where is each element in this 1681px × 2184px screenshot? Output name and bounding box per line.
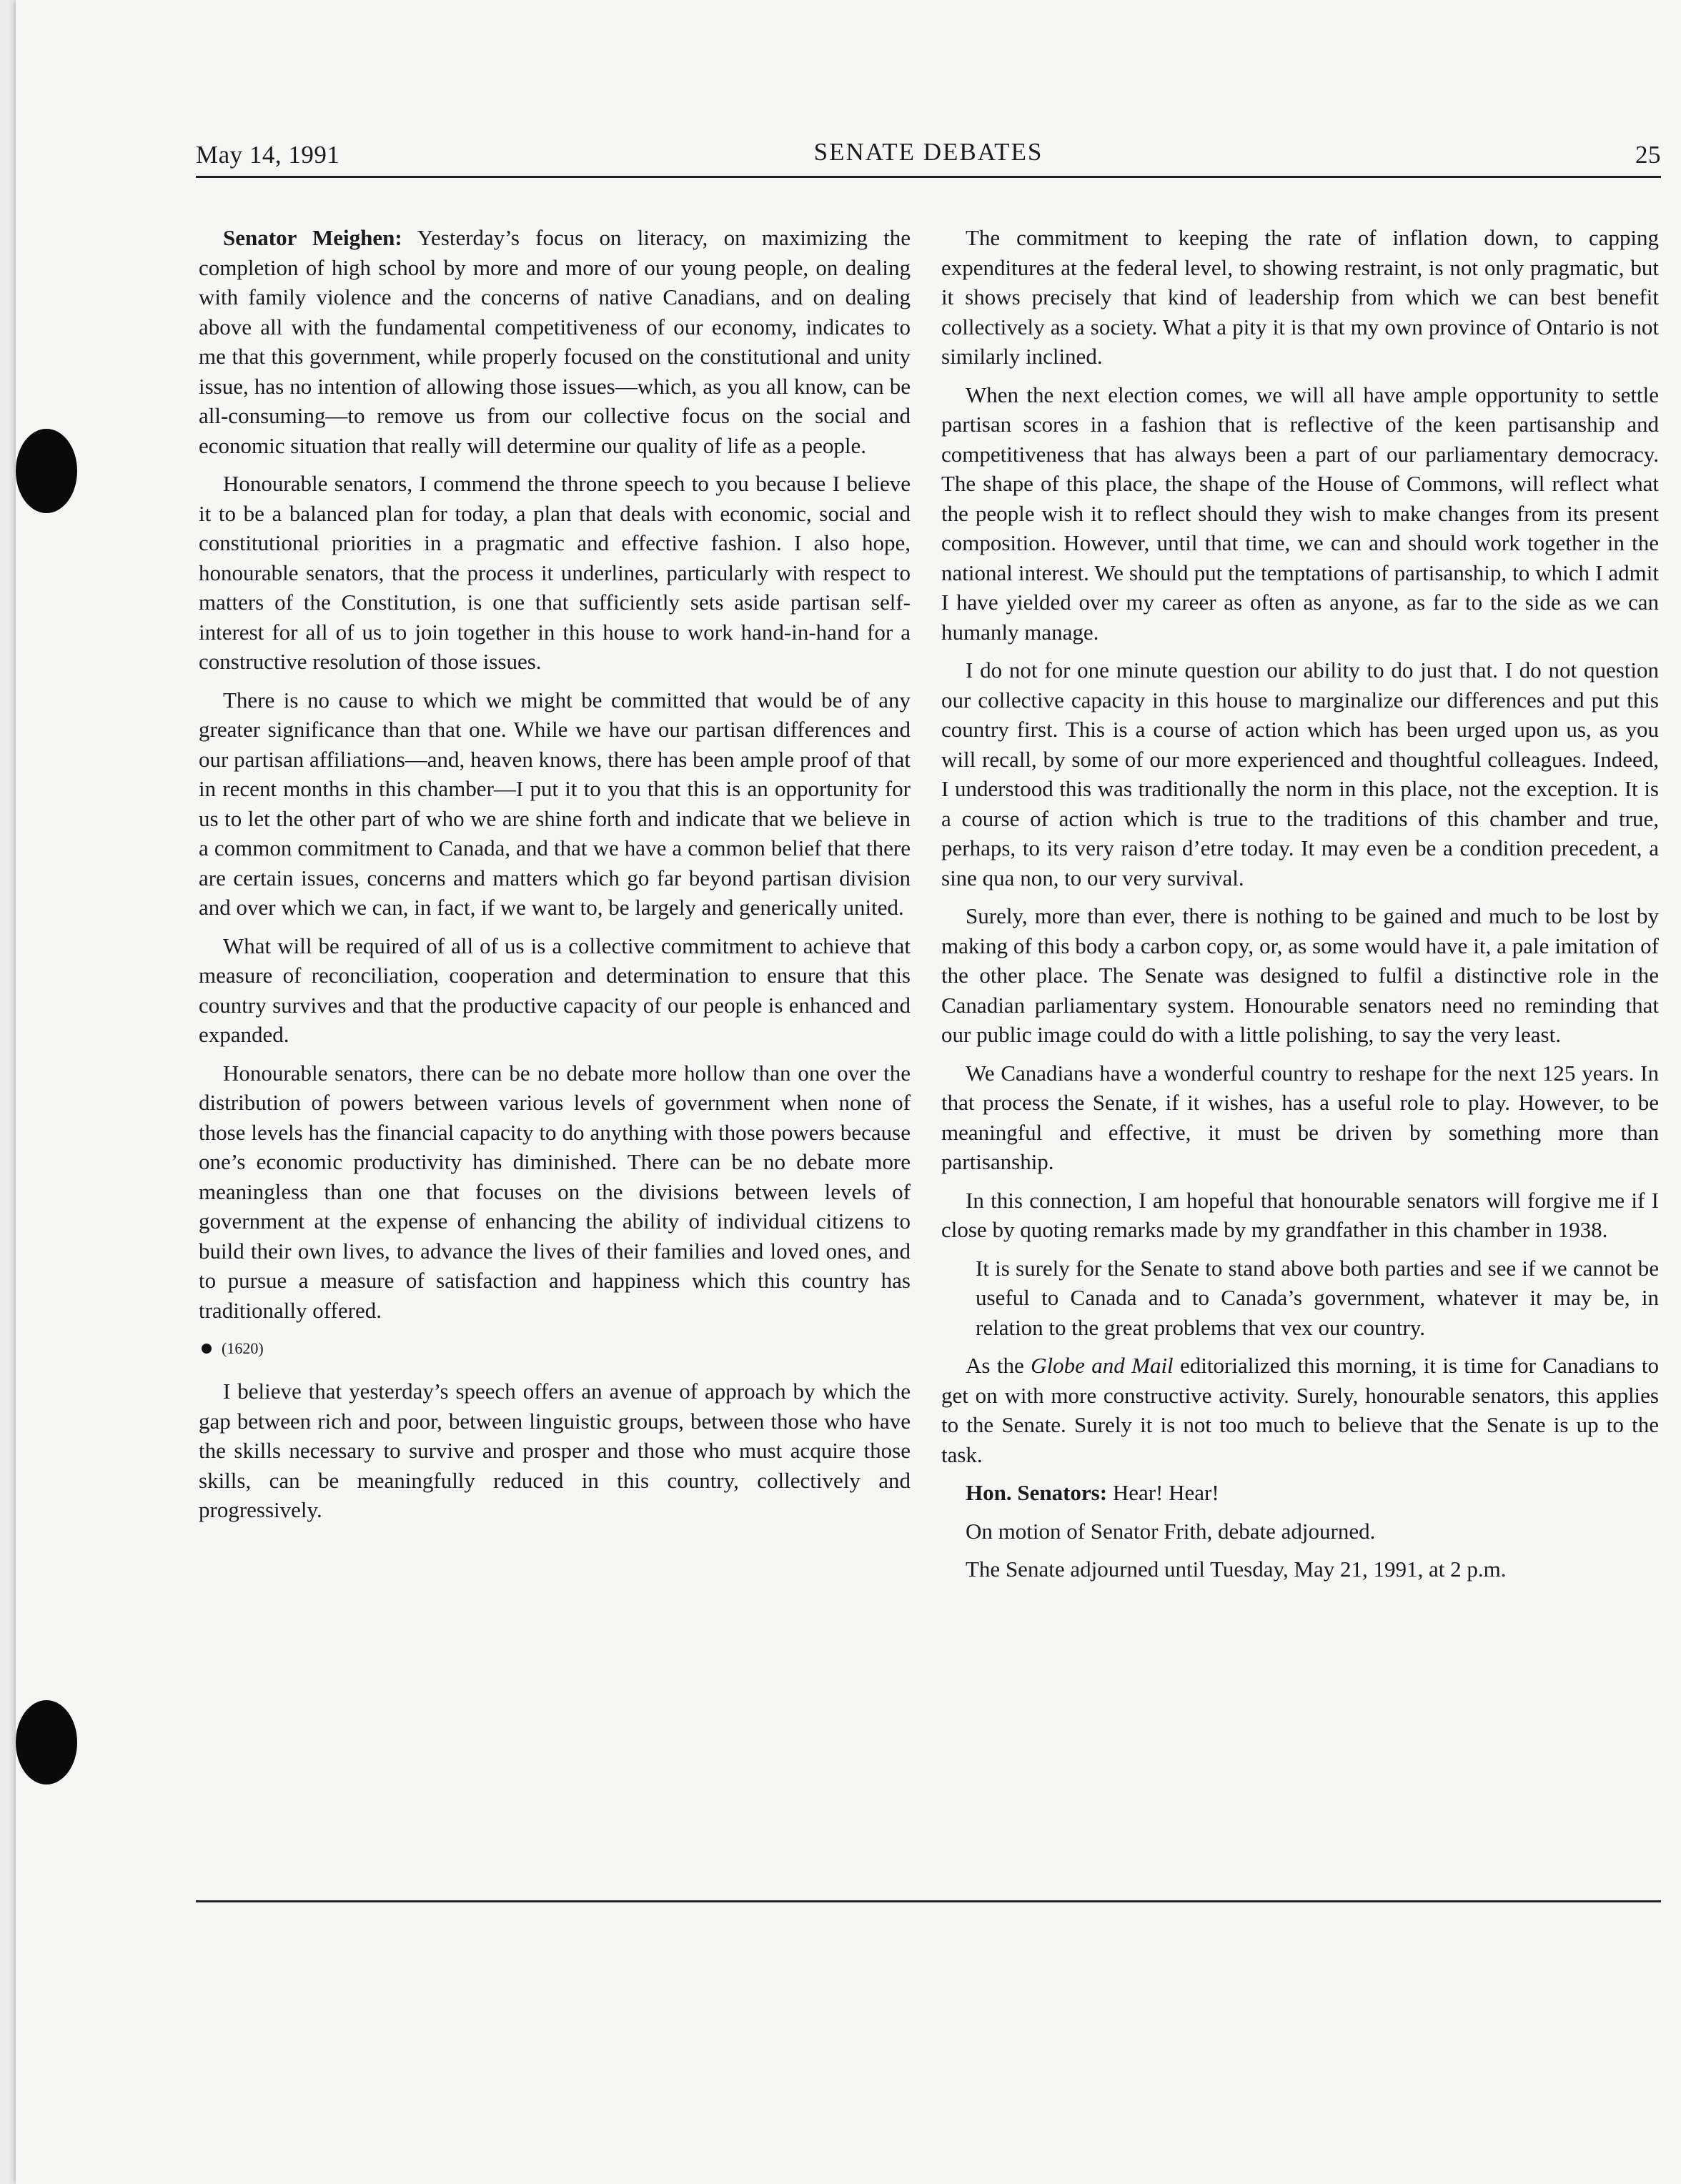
header-date: May 14, 1991 (196, 141, 340, 169)
paragraph: What will be required of all of us is a collective commitment to achieve that measure of reconciliation, cooperation and determination to ensure that this country survives and that the productive capacity of our people is enhanced and expanded. (199, 933, 911, 1047)
paragraph: Surely, more than ever, there is nothing to be gained and much to be lost by making of this body a carbon copy, or, as some would have it, a pale imitation of the other place. The Senate was designed to fulfil a distinctive role in the Canadian parliamentary system. Honourable senators need no reminding that our public image could do with a little polishing, to say the very least. (941, 903, 1659, 1047)
left-column (199, 223, 911, 1534)
bullet-icon (202, 1344, 212, 1354)
paragraph: I do not for one minute question our ability to do just that. I do not question our collective capacity in this house to marginalize our differences and put this country first. This is a course of action which has been urged upon us, as you will recall, by some of our more experienced and thoughtful colleagues. Indeed, I understood this was traditionally the norm in this place, not the exception. It is a course of action which is true to the traditions of this chamber and true, perhaps, to its very raison d’etre today. It may even be a condition precedent, a sine qua non, to our very survival. (941, 657, 1659, 890)
paragraph-text: editorialized this morning, it is time for Canadians to get on with more constructive activity. Surely, honourable senators, this applies to the Senate. Surely it is not too much to believe that the Senate is up to the task. (941, 1353, 1660, 1467)
time-marker (199, 1338, 911, 1359)
punch-hole-bottom (16, 1700, 77, 1785)
paragraph: When the next election comes, we will all have ample opportunity to settle partisan scores in a fashion that is reflective of the keen partisanship and competitiveness that has always been a part of our parliamentary democracy. The shape of this place, the shape of the House of Commons, will reflect what the people wish it to reflect should they wish to make changes from its present composition. However, until that time, we can and should work together in the national interest. We should put the temptations of partisanship, to which I admit I have yielded over my career as often as anyone, as far to the side as we can humanly manage. (941, 382, 1659, 645)
page-number: 25 (1635, 141, 1661, 169)
paragraph (941, 1478, 1659, 1508)
document-page (16, 0, 1681, 2184)
right-column (941, 223, 1659, 1593)
footer-rule (196, 1900, 1661, 1902)
newspaper-title: Globe and Mail (1031, 1353, 1174, 1378)
paragraph: On motion of Senator Frith, debate adjourned. (966, 1518, 1376, 1544)
paragraph-text: As the (966, 1353, 1031, 1378)
paragraph: Honourable senators, I commend the throne speech to you because I believe it to be a balanced plan for today, a plan that deals with economic, social and constitutional priorities in a pragmatic and effective fashion. I also hope, honourable senators, that the process it underlines, particularly with respect to matters of the Constitution, is one that sufficiently sets aside partisan self-interest for all of us to join together in this house to work hand-in-hand for a constructive resolution of those issues. (199, 471, 911, 674)
paragraph: There is no cause to which we might be committed that would be of any greater significance than that one. While we have our partisan differences and our partisan affiliations—and, heaven knows, there has been ample proof of that in recent months in this chamber—I put it to you that this is an opportunity for us to let the other part of who we are shine forth and indicate that we believe in a common commitment to Canada, and that we have a common belief that there are certain issues, concerns and matters which go far beyond partisan division and over which we can, in fact, if we want to, be largely and generically united. (199, 687, 911, 920)
block-quote: It is surely for the Senate to stand above both parties and see if we cannot be useful to Canada and to Canada’s government, whatever it may be, in relation to the great problems that vex our country. (976, 1255, 1659, 1340)
paragraph (199, 223, 911, 460)
paragraph: Honourable senators, there can be no debate more hollow than one over the distribution of powers between various levels of government when none of those levels has the financial capacity to do anything with those powers because one’s economic productivity has diminished. There can be no debate more meaningless than one that focuses on the divisions between levels of government at the expense of enhancing the ability of individual citizens to build their own lives, to advance the lives of their families and loved ones, and to pursue a measure of satisfaction and happiness which this country has traditionally offered. (199, 1060, 911, 1323)
header-rule (196, 176, 1661, 178)
speaker-name: Senator Meighen: (223, 225, 402, 250)
header-title: SENATE DEBATES (813, 138, 1043, 166)
paragraph: We Canadians have a wonderful country to reshape for the next 125 years. In that process the Senate, if it wishes, has a useful role to play. However, to be meaningful and effective, it must be driven by something more than partisanship. (941, 1060, 1659, 1174)
paragraph: The Senate adjourned until Tuesday, May 21, 1991, at 2 p.m. (966, 1557, 1507, 1582)
paragraph (941, 1351, 1659, 1469)
paragraph: The commitment to keeping the rate of inflation down, to capping expenditures at the federal level, to showing restraint, is not only pragmatic, but it shows precisely that kind of leadership from which we can best benefit collectively as a society. What a pity it is that my own province of Ontario is not similarly inclined. (941, 225, 1659, 369)
speaker-name: Hon. Senators: (966, 1480, 1108, 1505)
paragraph-text: Hear! Hear! (1107, 1480, 1219, 1505)
time-marker-text: (1620) (222, 1339, 264, 1357)
paragraph: I believe that yesterday’s speech offers an avenue of approach by which the gap between rich and poor, between linguistic groups, between those who have the skills necessary to survive and prosper and those who must acquire those skills, can be meaningfully reduced in this country, collectively and progressively. (199, 1379, 911, 1522)
punch-hole-top (16, 429, 77, 513)
paragraph-text: Yesterday’s focus on literacy, on maximizing the completion of high school by more and more of our young people, on dealing with family violence and the concerns of native Canadians, and on dealing above all with the fundamental competitiveness of our economy, indicates to me that this government, while properly focused on the constitutional and unity issue, has no intention of allowing those issues—which, as you all know, can be all-consuming—to remove us from our collective focus on the social and economic situation that really will determine our quality of life as a people. (199, 225, 911, 458)
page-header (196, 136, 1661, 172)
paragraph: In this connection, I am hopeful that honourable senators will forgive me if I close by quoting remarks made by my grandfather in this chamber in 1938. (941, 1187, 1659, 1242)
